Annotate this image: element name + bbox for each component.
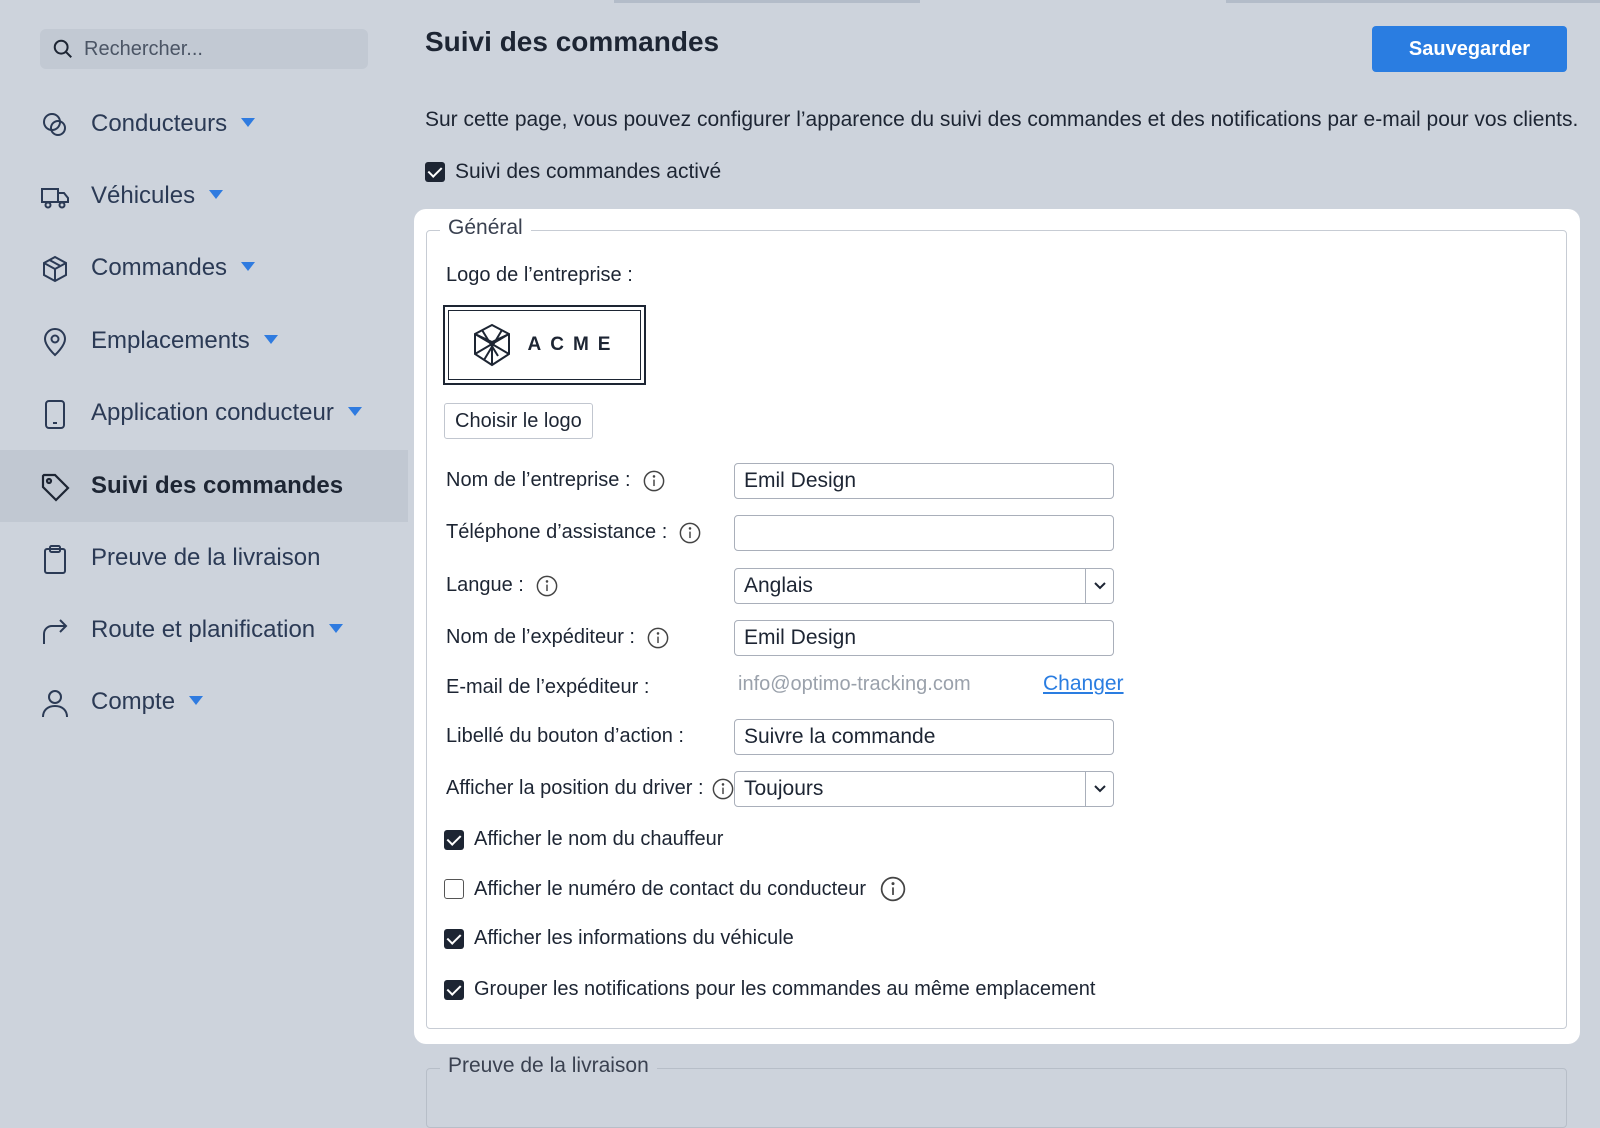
sidebar-item-application-conducteur[interactable] — [0, 377, 408, 449]
show-driver-name-checkbox[interactable] — [444, 830, 464, 850]
driver-position-value: Toujours — [744, 777, 824, 800]
route-arrow-icon — [40, 616, 70, 646]
change-email-link[interactable]: Changer — [1043, 672, 1124, 695]
sidebar-item-label: Suivi des commandes — [91, 472, 344, 499]
group-notifications-checkbox[interactable] — [444, 980, 464, 1000]
package-icon — [40, 254, 70, 284]
show-driver-name-row[interactable] — [444, 828, 723, 851]
sidebar-item-label: Commandes — [91, 254, 228, 281]
tracking-enabled-row[interactable] — [425, 160, 721, 184]
page-description: Sur cette page, vous pouvez configurer l’apparence du suivi des commandes et des notifications par e-mail pour vos clients. — [425, 108, 1579, 131]
top-tab-strip — [614, 0, 920, 3]
caret-down-icon — [241, 118, 255, 127]
company-name-label: Nom de l’entreprise : — [446, 469, 631, 491]
company-name-input[interactable] — [734, 463, 1114, 499]
caret-down-icon — [241, 262, 255, 271]
info-icon[interactable] — [643, 470, 665, 492]
caret-down-icon — [329, 624, 343, 633]
truck-icon — [40, 182, 70, 212]
choose-logo-button[interactable]: Choisir le logo — [444, 403, 593, 439]
company-name-row — [446, 469, 665, 492]
sidebar-item-label: Véhicules — [91, 182, 196, 209]
acme-logo-icon — [470, 322, 514, 368]
search-input[interactable] — [82, 37, 346, 62]
caret-down-icon — [348, 407, 362, 416]
top-tab-strip — [1226, 0, 1600, 3]
tracking-enabled-checkbox[interactable] — [425, 162, 445, 182]
info-icon[interactable] — [536, 575, 558, 597]
chevron-down-icon — [1093, 784, 1107, 794]
caret-down-icon — [264, 335, 278, 344]
action-button-input[interactable] — [734, 719, 1114, 755]
language-row — [446, 574, 558, 597]
sidebar-item-commandes[interactable] — [0, 232, 408, 304]
show-vehicle-info-row[interactable] — [444, 927, 794, 950]
proof-legend: Preuve de la livraison — [440, 1054, 657, 1078]
info-icon[interactable] — [880, 876, 906, 902]
sidebar-item-label: Emplacements — [91, 327, 250, 354]
group-notifications-row[interactable] — [444, 978, 1095, 1001]
info-icon[interactable] — [712, 778, 734, 800]
save-button[interactable]: Sauvegarder — [1372, 26, 1567, 72]
checkbox-label: Afficher les informations du véhicule — [474, 927, 794, 949]
caret-down-icon — [189, 696, 203, 705]
info-icon[interactable] — [679, 522, 701, 544]
tag-icon — [40, 472, 70, 502]
sidebar-item-label: Application conducteur — [91, 399, 334, 426]
support-phone-row — [446, 521, 701, 544]
smartphone-icon — [40, 399, 70, 429]
tracking-enabled-label: Suivi des commandes activé — [455, 160, 722, 183]
clipboard-icon — [40, 544, 70, 574]
search-icon — [52, 38, 74, 60]
support-phone-input[interactable] — [734, 515, 1114, 551]
chevron-down-icon — [1093, 581, 1107, 591]
sender-name-row — [446, 626, 669, 649]
page-title: Suivi des commandes — [425, 26, 720, 57]
show-driver-contact-checkbox[interactable] — [444, 879, 464, 899]
sidebar-item-emplacements[interactable] — [0, 305, 408, 377]
info-icon[interactable] — [647, 627, 669, 649]
driver-position-row — [446, 777, 734, 800]
driver-position-select[interactable] — [734, 771, 1114, 807]
driver-position-label: Afficher la position du driver : — [446, 777, 704, 799]
general-legend: Général — [440, 216, 531, 240]
sidebar-item-label: Preuve de la livraison — [91, 544, 321, 571]
sidebar-item-route-et-planification[interactable] — [0, 594, 408, 666]
sidebar-item-label: Route et planification — [91, 616, 316, 643]
sender-name-input[interactable] — [734, 620, 1114, 656]
logo-label: Logo de l’entreprise : — [446, 264, 633, 286]
map-pin-icon — [40, 327, 70, 357]
user-icon — [40, 688, 70, 718]
caret-down-icon — [209, 190, 223, 199]
logo-text: ACME — [527, 334, 620, 355]
show-driver-contact-row[interactable] — [444, 876, 906, 902]
checkbox-label: Afficher le numéro de contact du conducteur — [474, 877, 867, 900]
language-value: Anglais — [744, 574, 813, 597]
checkbox-label: Afficher le nom du chauffeur — [474, 828, 724, 850]
sidebar-item-label: Compte — [91, 688, 176, 715]
sidebar-item-suivi-des-commandes[interactable] — [0, 450, 408, 522]
checkbox-label: Grouper les notifications pour les commandes au même emplacement — [474, 978, 1096, 1000]
show-vehicle-info-checkbox[interactable] — [444, 929, 464, 949]
search-box[interactable] — [40, 29, 368, 69]
sidebar-item-conducteurs[interactable] — [0, 88, 408, 160]
language-select[interactable] — [734, 568, 1114, 604]
sidebar-item-label: Conducteurs — [91, 110, 228, 137]
sidebar — [0, 0, 408, 1099]
sender-name-label: Nom de l’expéditeur : — [446, 626, 635, 648]
sidebar-item-vehicules[interactable] — [0, 160, 408, 232]
sender-email-value: info@optimo-tracking.com — [738, 673, 971, 695]
sidebar-item-compte[interactable] — [0, 666, 408, 738]
language-label: Langue : — [446, 574, 524, 596]
sidebar-item-preuve-de-la-livraison[interactable] — [0, 522, 408, 594]
company-logo — [443, 305, 646, 385]
action-button-label: Libellé du bouton d’action : — [446, 725, 684, 747]
drivers-icon — [40, 110, 70, 140]
support-phone-label: Téléphone d’assistance : — [446, 521, 668, 543]
sender-email-label: E-mail de l’expéditeur : — [446, 676, 650, 698]
